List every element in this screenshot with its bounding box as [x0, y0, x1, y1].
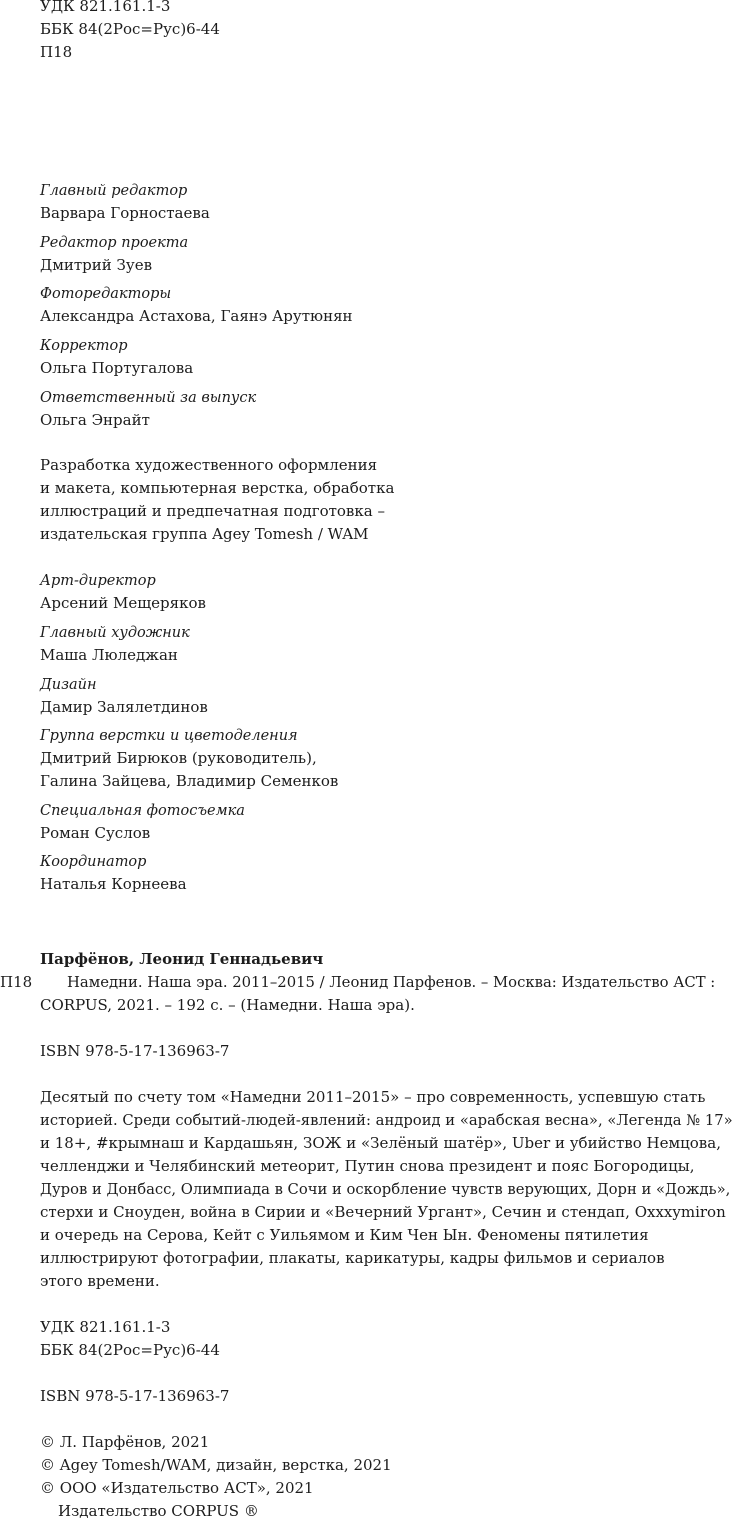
design-note-line: издательская группа Agey Tomesh / WAM	[40, 525, 369, 543]
credit-name: Ольга Португалова	[40, 359, 194, 377]
credit-role: Главный художник	[40, 625, 190, 641]
design-note-line: и макета, компьютерная верстка, обработка	[40, 479, 395, 497]
copyright-line: © ООО «Издательство АСТ», 2021	[40, 1479, 314, 1497]
annotation-line: иллюстрируют фотографии, плакаты, карикатуры, кадры фильмов и сериалов	[40, 1249, 665, 1267]
annotation-line: и 18+, #крымнаш и Кардашьян, ЗОЖ и «Зелёный шатёр», Uber и убийство Немцова,	[40, 1134, 721, 1152]
author-mark: П18	[40, 43, 73, 61]
annotation-line: этого времени.	[40, 1272, 160, 1290]
credit-name: Варвара Горностаева	[40, 204, 210, 222]
bbk-code: ББК 84(2Рос=Рус)6-44	[40, 1341, 220, 1359]
credit-name: Арсений Мещеряков	[40, 594, 206, 612]
credit-name: Ольга Энрайт	[40, 411, 150, 429]
credit-role: Главный редактор	[40, 183, 188, 199]
credit-name: Дмитрий Бирюков (руководитель),	[40, 749, 317, 767]
copyright-line: © Agey Tomesh/WAM, дизайн, верстка, 2021	[40, 1456, 392, 1474]
credit-role: Группа верстки и цветоделения	[40, 728, 298, 744]
credit-name: Галина Зайцева, Владимир Семенков	[40, 772, 339, 790]
catalog-entry-line: CORPUS, 2021. – 192 с. – (Намедни. Наша эра).	[40, 996, 415, 1014]
credit-name: Маша Люледжан	[40, 646, 178, 664]
credit-name: Александра Астахова, Гаянэ Арутюнян	[40, 307, 353, 325]
credit-name: Наталья Корнеева	[40, 875, 187, 893]
catalog-isbn: ISBN 978-5-17-136963-7	[40, 1042, 230, 1060]
credit-name: Дамир Залялетдинов	[40, 698, 208, 716]
credit-role: Ответственный за выпуск	[40, 390, 257, 406]
publisher-imprint: Издательство CORPUS ®	[58, 1502, 259, 1520]
udk-code: УДК 821.161.1-3	[40, 0, 171, 15]
design-note-line: Разработка художественного оформления	[40, 456, 378, 474]
credit-name: Дмитрий Зуев	[40, 256, 153, 274]
credit-role: Редактор проекта	[40, 235, 189, 251]
bbk-code: ББК 84(2Рос=Рус)6-44	[40, 20, 220, 38]
udk-code: УДК 821.161.1-3	[40, 1318, 171, 1336]
catalog-code: П18	[0, 973, 33, 991]
credit-name: Роман Суслов	[40, 824, 151, 842]
annotation-line: стерхи и Сноуден, война в Сирии и «Вечерний Ургант», Сечин и стендап, Oxxxymiron	[40, 1203, 726, 1221]
annotation-line: челленджи и Челябинский метеорит, Путин снова президент и пояс Богородицы,	[40, 1157, 695, 1175]
design-note-line: иллюстраций и предпечатная подготовка –	[40, 502, 385, 520]
annotation-line: Десятый по счету том «Намедни 2011–2015» – про современность, успевшую стать	[40, 1088, 706, 1106]
credit-role: Координатор	[40, 854, 147, 870]
annotation-line: историей. Среди событий-людей-явлений: андроид и «арабская весна», «Легенда № 17»	[40, 1112, 733, 1129]
credit-role: Дизайн	[40, 677, 97, 693]
credit-role: Арт-директор	[40, 573, 156, 589]
annotation-line: Дуров и Донбасс, Олимпиада в Сочи и оскорбление чувств верующих, Дорн и «Дождь»,	[40, 1181, 731, 1198]
footer-isbn: ISBN 978-5-17-136963-7	[40, 1387, 230, 1405]
credit-role: Корректор	[40, 338, 128, 354]
annotation-line: и очередь на Серова, Кейт с Уильямом и Ким Чен Ын. Феномены пятилетия	[40, 1226, 649, 1244]
copyright-line: © Л. Парфёнов, 2021	[40, 1433, 210, 1451]
catalog-author: Парфёнов, Леонид Геннадьевич	[40, 950, 324, 968]
credit-role: Фоторедакторы	[40, 286, 172, 302]
catalog-entry-line: Намедни. Наша эра. 2011–2015 / Леонид Парфенов. – Москва: Издательство АСТ :	[67, 974, 716, 991]
credit-role: Специальная фотосъемка	[40, 803, 245, 819]
